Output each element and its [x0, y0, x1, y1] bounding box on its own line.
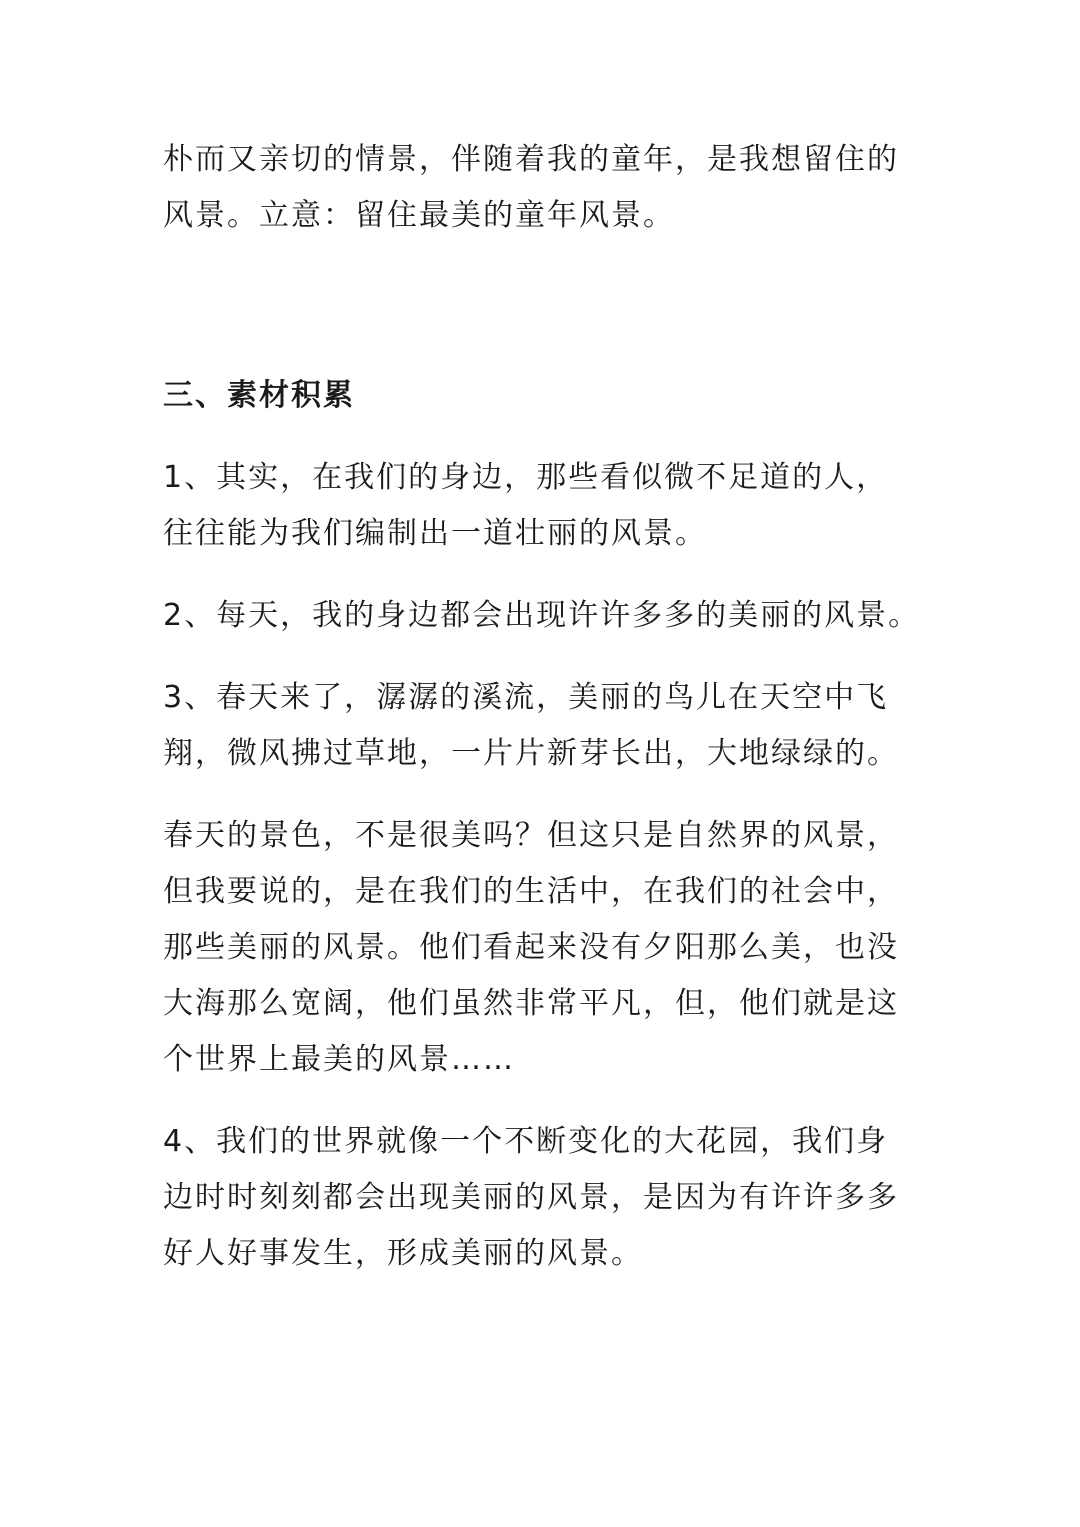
paragraph-spacer [163, 1088, 923, 1114]
paragraph-spacer [163, 424, 923, 450]
text-line: 1、其实，在我们的身边，那些看似微不足道的人， [163, 460, 889, 495]
text-line: 翔，微风拂过草地，一片片新芽长出，大地绿绿的。 [163, 736, 899, 771]
text-line: 春天的景色，不是很美吗？但这只是自然界的风景， [163, 818, 899, 853]
text-line: 但我要说的，是在我们的生活中，在我们的社会中， [163, 874, 899, 909]
paragraph-spacer [163, 562, 923, 588]
text-line: 朴而又亲切的情景，伴随着我的童年，是我想留住的 [163, 142, 899, 177]
section-heading: 三、素材积累 [163, 378, 355, 413]
paragraph-spring-scenery [163, 808, 923, 1088]
text-line: 大海那么宽阔，他们虽然非常平凡，但，他们就是这 [163, 986, 899, 1021]
text-line: 4、我们的世界就像一个不断变化的大花园，我们身 [163, 1124, 889, 1159]
paragraph-spacer [163, 644, 923, 670]
text-line: 往往能为我们编制出一道壮丽的风景。 [163, 516, 707, 551]
paragraph-material-4 [163, 1114, 923, 1282]
paragraph-material-3 [163, 670, 923, 782]
text-line: 风景。立意：留住最美的童年风景。 [163, 198, 675, 233]
intro-paragraph [163, 132, 923, 244]
paragraph-spacer [163, 782, 923, 808]
paragraph-material-2 [163, 588, 923, 644]
text-line: 好人好事发生，形成美丽的风景。 [163, 1236, 643, 1271]
text-line: 个世界上最美的风景…… [163, 1042, 515, 1077]
text-line: 那些美丽的风景。他们看起来没有夕阳那么美，也没 [163, 930, 899, 965]
paragraph-material-1 [163, 450, 923, 562]
text-line: 边时时刻刻都会出现美丽的风景，是因为有许许多多 [163, 1180, 899, 1215]
text-line: 3、春天来了，潺潺的溪流，美丽的鸟儿在天空中飞 [163, 680, 889, 715]
article-body [163, 132, 923, 1282]
text-line: 2、每天，我的身边都会出现许许多多的美丽的风景。 [163, 598, 921, 633]
section-spacer [163, 244, 923, 368]
